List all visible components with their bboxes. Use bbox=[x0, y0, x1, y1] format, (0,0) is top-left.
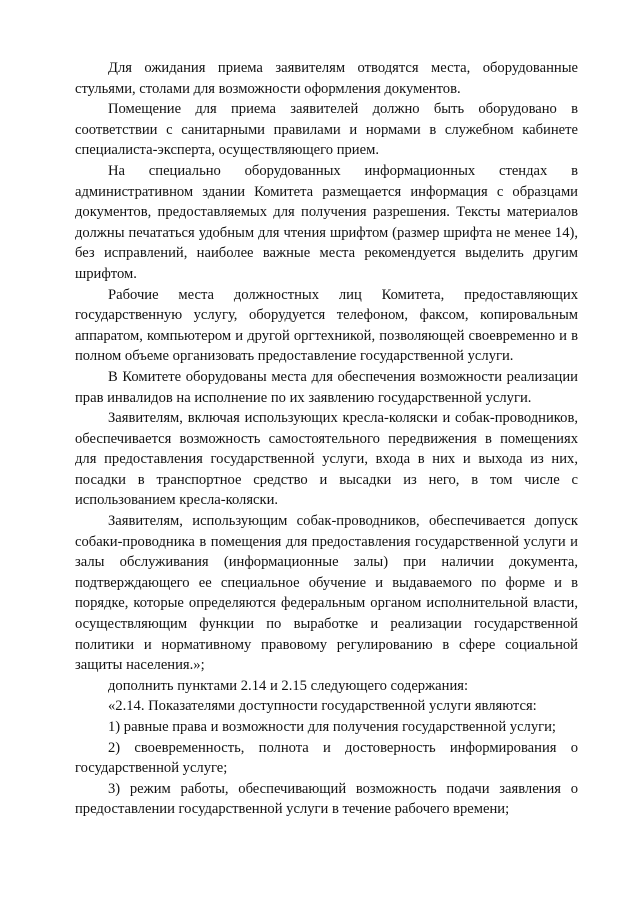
paragraph-section-2-14: «2.14. Показателями доступности государственной услуги являются: bbox=[108, 698, 537, 715]
paragraph-workplaces: Рабочие места должностных лиц Комитета, предоставляющих государственную услугу, оборудуется телефоном, факсом, копировальным аппаратом, компьютером и другой оргтехникой, позволяющей своевременно и в полном объеме организовать предоставление государственной услуги. bbox=[75, 286, 578, 365]
paragraph-wheelchair-access: Заявителям, включая использующих кресла-коляски и собак-проводников, обеспечивается возможность самостоятельного передвижения в помещениях для предоставления государственной услуги, входа в них и выхода из них, посадки в транспортное средство и высадки из него, в том числе с использованием кресла-коляски. bbox=[75, 410, 578, 509]
list-item-equal-rights: 1) равные права и возможности для получения государственной услуги; bbox=[108, 719, 556, 735]
paragraph-waiting-places: Для ожидания приема заявителям отводятся места, оборудованные стульями, столами для возможности оформления документов. bbox=[75, 60, 578, 97]
list-item-work-schedule: 3) режим работы, обеспечивающий возможность подачи заявления о предоставлении государственной услуги в течение рабочего времени; bbox=[75, 780, 578, 818]
document-page bbox=[75, 58, 578, 820]
paragraph-reception-room: Помещение для приема заявителей должно быть оборудовано в соответствии с санитарными правилами и нормами в служебном кабинете специалиста-эксперта, осуществляющего прием. bbox=[75, 101, 578, 159]
paragraph-amendment-intro: дополнить пунктами 2.14 и 2.15 следующего содержания: bbox=[108, 677, 469, 694]
list-item-informing: 2) своевременность, полнота и достоверность информирования о государственной услуге; bbox=[75, 739, 578, 777]
paragraph-guide-dogs: Заявителям, использующим собак-проводников, обеспечивается допуск собаки-проводника в помещения для предоставления государственной услуги и залы обслуживания (информационные залы) при наличии документа, подтверждающего ее специальное обучение и выдаваемого по форме и в порядке, которые определяются федеральным органом исполнительной власти, осуществляющим функции по выработке и реализации государственной политики и нормативному правовому регулированию в сфере социальной защиты населения.»; bbox=[75, 513, 578, 674]
paragraph-disabled-rights: В Комитете оборудованы места для обеспечения возможности реализации прав инвалидов на исполнение по их заявлению государственной услуги. bbox=[75, 368, 578, 406]
paragraph-info-stands: На специально оборудованных информационных стендах в административном здании Комитета размещается информация с образцами документов, предоставляемых для получения разрешения. Тексты материалов должны печататься удобным для чтения шрифтом (размер шрифта не менее 14), без исправлений, наиболее важные места рекомендуется выделить другим шрифтом. bbox=[75, 162, 578, 282]
